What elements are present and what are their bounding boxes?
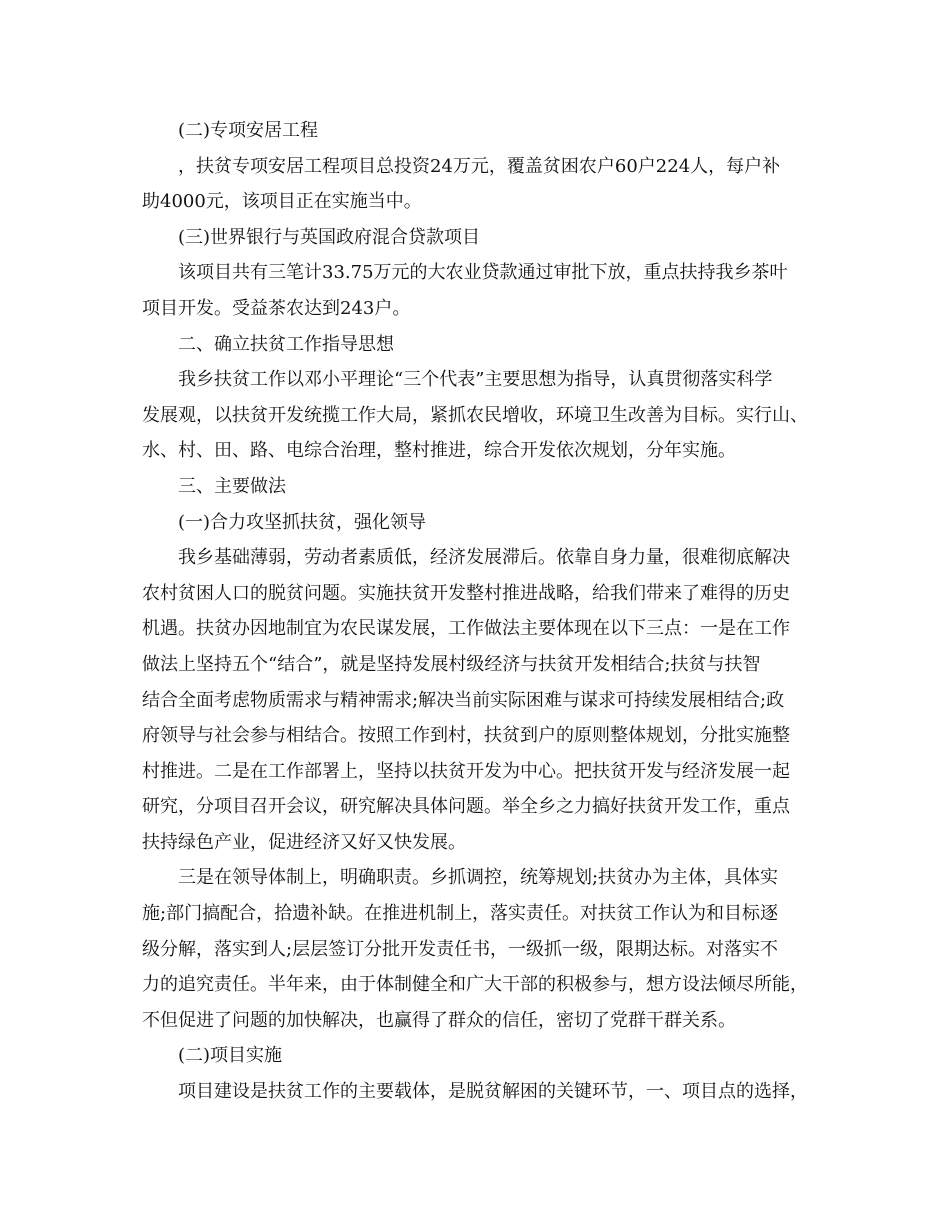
text-line: 做法上坚持五个“结合”，就是坚持发展村级经济与扶贫开发相结合;扶贫与扶智 xyxy=(142,653,761,675)
document-body xyxy=(142,113,822,1110)
text-line: 府领导与社会参与相结合。按照工作到村，扶贫到户的原则整体规划，分批实施整 xyxy=(142,725,790,747)
text-line: 不但促进了问题的加快解决，也赢得了群众的信任，密切了党群干群关系。 xyxy=(142,1009,736,1031)
text-line: 项目建设是扶贫工作的主要载体，是脱贫解困的关键环节，一、项目点的选择， xyxy=(178,1081,808,1103)
text-line: 助4000元，该项目正在实施当中。 xyxy=(142,191,422,213)
text-line: 农村贫困人口的脱贫问题。实施扶贫开发整村推进战略，给我们带来了难得的历史 xyxy=(142,582,790,604)
text-line: 我乡扶贫工作以邓小平理论“三个代表”主要思想为指导，认真贯彻落实科学 xyxy=(178,369,773,391)
text-line: 二、确立扶贫工作指导思想 xyxy=(178,333,394,355)
text-line: 扶持绿色产业，促进经济又好又快发展。 xyxy=(142,831,466,853)
text-line: 该项目共有三笔计33.75万元的大农业贷款通过审批下放，重点扶持我乡茶叶 xyxy=(178,262,788,284)
text-line: ，扶贫专项安居工程项目总投资24万元，覆盖贫困农户60户224人，每户补 xyxy=(178,155,781,177)
text-line: (三)世界银行与英国政府混合贷款项目 xyxy=(178,226,481,248)
text-line: 项目开发。受益茶农达到243户。 xyxy=(142,297,411,319)
text-line: 发展观，以扶贫开发统揽工作大局，紧抓农民增收，环境卫生改善为目标。实行山、 xyxy=(142,404,808,426)
text-line: (二)专项安居工程 xyxy=(178,120,319,141)
text-line: 研究，分项目召开会议，研究解决具体问题。举全乡之力搞好扶贫开发工作，重点 xyxy=(142,796,790,818)
text-line: 结合全面考虑物质需求与精神需求;解决当前实际困难与谋求可持续发展相结合;政 xyxy=(142,689,785,711)
text-line: (一)合力攻坚抓扶贫，强化领导 xyxy=(178,511,427,533)
text-line: 机遇。扶贫办因地制宜为农民谋发展，工作做法主要体现在以下三点：一是在工作 xyxy=(142,618,790,640)
text-line: 施;部门搞配合，拾遗补缺。在推进机制上，落实责任。对扶贫工作认为和目标逐 xyxy=(142,903,779,925)
text-line: 三、主要做法 xyxy=(178,475,286,497)
text-line: 村推进。二是在工作部署上，坚持以扶贫开发为中心。把扶贫开发与经济发展一起 xyxy=(142,760,790,782)
text-line: 三是在领导体制上，明确职责。乡抓调控，统筹规划;扶贫办为主体，具体实 xyxy=(178,867,779,889)
text-line: (二)项目实施 xyxy=(178,1045,283,1067)
text-line: 力的追究责任。半年来，由于体制健全和广大干部的积极参与，想方设法倾尽所能， xyxy=(142,974,808,996)
text-line: 我乡基础薄弱，劳动者素质低，经济发展滞后。依靠自身力量，很难彻底解决 xyxy=(178,547,790,569)
text-line: 级分解，落实到人;层层签订分批开发责任书，一级抓一级，限期达标。对落实不 xyxy=(142,938,779,960)
text-line: 水、村、田、路、电综合治理，整村推进，综合开发依次规划，分年实施。 xyxy=(142,440,736,462)
